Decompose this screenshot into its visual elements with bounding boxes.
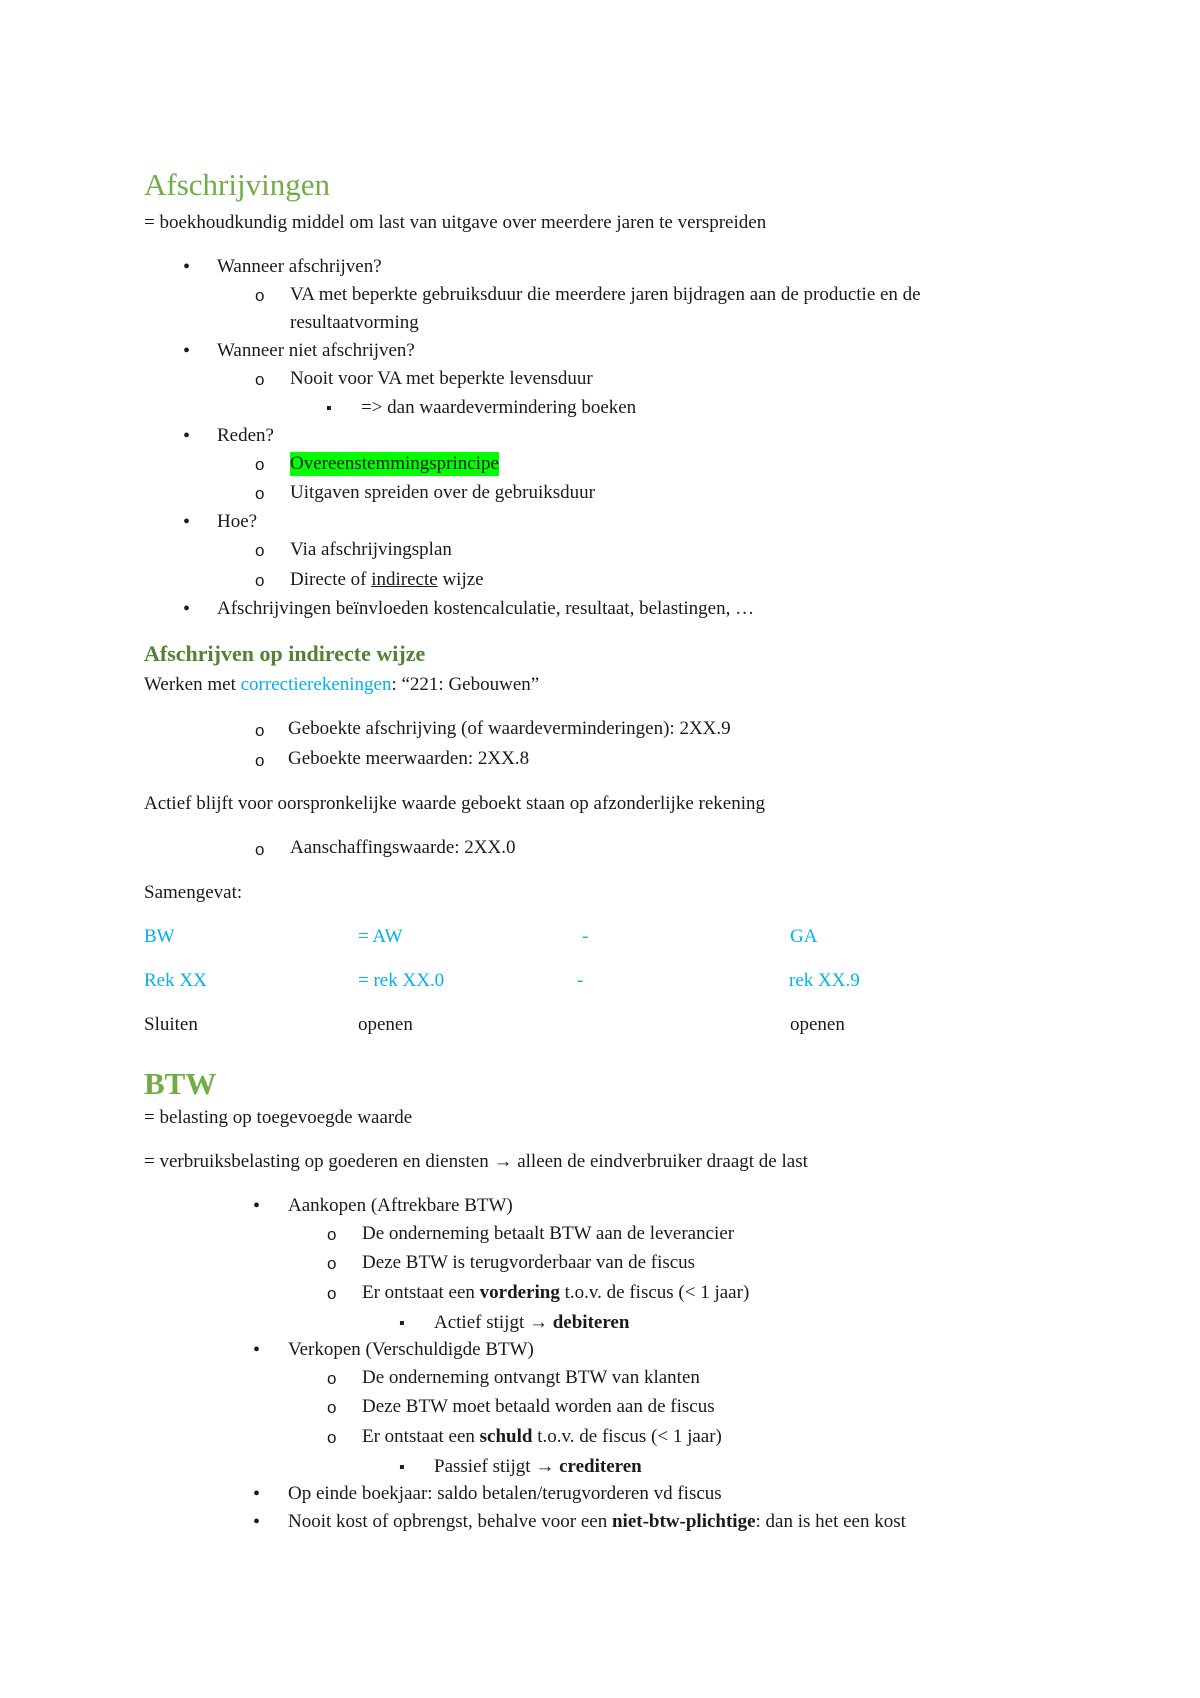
text-span: t.o.v. de fiscus (< 1 jaar) — [532, 1426, 722, 1447]
bullet-circle-icon: o — [255, 721, 265, 740]
bullet-circle-icon: o — [327, 1428, 337, 1447]
table-cell: = rek XX.0 — [358, 970, 445, 991]
list-item: Aanschaffingswaarde: 2XX.0 — [290, 837, 516, 858]
table-cell: Sluiten — [144, 1014, 198, 1035]
bullet-square-icon — [399, 1455, 405, 1480]
highlighted-term: Overeenstemmingsprincipe — [290, 453, 499, 474]
bullet-circle-icon: o — [255, 455, 265, 474]
bullet-circle-icon: o — [255, 484, 265, 503]
bullet-circle-icon: o — [327, 1225, 337, 1244]
text-span: : dan is het een kost — [755, 1511, 906, 1532]
text-span: Directe of — [290, 569, 367, 590]
text-span: = verbruiksbelasting op goederen en diensten — [144, 1151, 494, 1172]
arrow-right-icon: → — [535, 1456, 555, 1477]
arrow-right-icon: → — [528, 1312, 548, 1333]
underlined-term: indirecte — [371, 569, 438, 590]
bullet-dot-icon — [253, 1194, 260, 1219]
list-item: De onderneming ontvangt BTW van klanten — [362, 1367, 700, 1388]
list-item: Verkopen (Verschuldigde BTW) — [288, 1339, 534, 1360]
bold-term: debiteren — [552, 1312, 630, 1333]
text-span: Actief stijgt — [434, 1312, 529, 1333]
list-item — [362, 1425, 722, 1449]
list-item: Aankopen (Aftrekbare BTW) — [288, 1195, 513, 1216]
text-span: t.o.v. de fiscus (< 1 jaar) — [559, 1282, 750, 1303]
bullet-circle-icon: o — [255, 286, 265, 305]
bullet-dot-icon — [253, 1510, 260, 1535]
bullet-dot-icon — [183, 510, 190, 535]
bullet-circle-icon: o — [327, 1398, 337, 1417]
btw-definition-2 — [144, 1150, 808, 1174]
heading-afschrijven-indirecte-wijze: Afschrijven op indirecte wijze — [144, 641, 426, 666]
list-item: Uitgaven spreiden over de gebruiksduur — [290, 482, 595, 503]
list-item: VA met beperkte gebruiksduur die meerdere jaren bijdragen aan de productie en de — [290, 284, 921, 305]
correctierekeningen-link: correctierekeningen — [240, 674, 392, 695]
arrow-right-icon: → — [493, 1151, 513, 1172]
list-item: De onderneming betaalt BTW aan de leverancier — [362, 1223, 735, 1244]
list-item — [434, 1311, 629, 1335]
bullet-circle-icon: o — [255, 541, 265, 560]
bullet-circle-icon: o — [255, 751, 265, 770]
list-item: => dan waardevermindering boeken — [361, 397, 637, 418]
list-item — [290, 568, 484, 592]
bold-term: schuld — [479, 1426, 533, 1447]
table-cell: openen — [790, 1014, 845, 1035]
bullet-circle-icon: o — [255, 571, 265, 590]
intro-line — [144, 673, 539, 697]
text-span: Passief stijgt — [434, 1456, 536, 1477]
definition-line: = boekhoudkundig middel om last van uitgave over meerdere jaren te verspreiden — [144, 212, 767, 233]
bold-term: niet-btw-plichtige — [611, 1511, 756, 1532]
list-item: Deze BTW moet betaald worden aan de fiscus — [362, 1396, 715, 1417]
list-item: Nooit voor VA met beperkte levensduur — [290, 368, 593, 389]
bullet-dot-icon — [183, 597, 190, 622]
list-item: Op einde boekjaar: saldo betalen/terugvorderen vd fiscus — [288, 1483, 722, 1504]
table-cell: BW — [144, 926, 175, 947]
bullet-dot-icon — [183, 339, 190, 364]
list-item: Via afschrijvingsplan — [290, 539, 452, 560]
bullet-dot-icon — [183, 424, 190, 449]
bullet-dot-icon — [253, 1482, 260, 1507]
bullet-dot-icon — [253, 1338, 260, 1363]
text-span: Nooit kost of opbrengst, behalve voor een — [288, 1511, 612, 1532]
text-span: alleen de eindverbruiker draagt de last — [512, 1151, 808, 1172]
list-item: Afschrijvingen beïnvloeden kostencalculatie, resultaat, belastingen, … — [217, 598, 755, 619]
bullet-circle-icon: o — [327, 1369, 337, 1388]
list-item — [362, 1281, 749, 1305]
bullet-circle-icon: o — [255, 840, 265, 859]
list-item: Hoe? — [217, 511, 258, 532]
heading-btw: BTW — [144, 1066, 217, 1101]
list-item — [434, 1455, 642, 1479]
text-span: Er ontstaat een — [362, 1282, 480, 1303]
table-cell: - — [582, 926, 589, 947]
table-cell: - — [577, 970, 584, 991]
bold-term: crediteren — [559, 1456, 642, 1477]
list-item: Geboekte meerwaarden: 2XX.8 — [288, 748, 530, 769]
bullet-circle-icon: o — [255, 370, 265, 389]
list-item: Wanneer niet afschrijven? — [217, 340, 415, 361]
list-item — [288, 1510, 906, 1534]
text-span: wijze — [442, 569, 484, 590]
bullet-square-icon — [399, 1311, 405, 1336]
bullet-dot-icon — [183, 255, 190, 280]
btw-definition-1: = belasting op toegevoegde waarde — [144, 1107, 413, 1128]
list-item: resultaatvorming — [290, 312, 419, 333]
table-cell: = AW — [358, 926, 403, 947]
bullet-circle-icon: o — [327, 1284, 337, 1303]
table-cell: rek XX.9 — [789, 970, 860, 991]
heading-afschrijvingen: Afschrijvingen — [144, 167, 330, 202]
bullet-circle-icon: o — [327, 1254, 337, 1273]
list-item: Deze BTW is terugvorderbaar van de fiscus — [362, 1252, 696, 1273]
text-span: Werken met — [144, 674, 241, 695]
table-cell: GA — [790, 926, 818, 947]
text-span: : “221: Gebouwen” — [391, 674, 540, 695]
bold-term: vordering — [479, 1282, 560, 1303]
table-cell: Rek XX — [144, 970, 207, 991]
list-item: Geboekte afschrijving (of waardeverminderingen): 2XX.9 — [288, 718, 731, 739]
actief-line: Actief blijft voor oorspronkelijke waarde geboekt staan op afzonderlijke rekening — [144, 793, 765, 814]
samengevat-label: Samengevat: — [144, 882, 243, 903]
list-item: Reden? — [217, 425, 274, 446]
list-item: Wanneer afschrijven? — [217, 256, 382, 277]
bullet-square-icon — [326, 396, 332, 421]
text-span: Er ontstaat een — [362, 1426, 480, 1447]
table-cell: openen — [358, 1014, 413, 1035]
